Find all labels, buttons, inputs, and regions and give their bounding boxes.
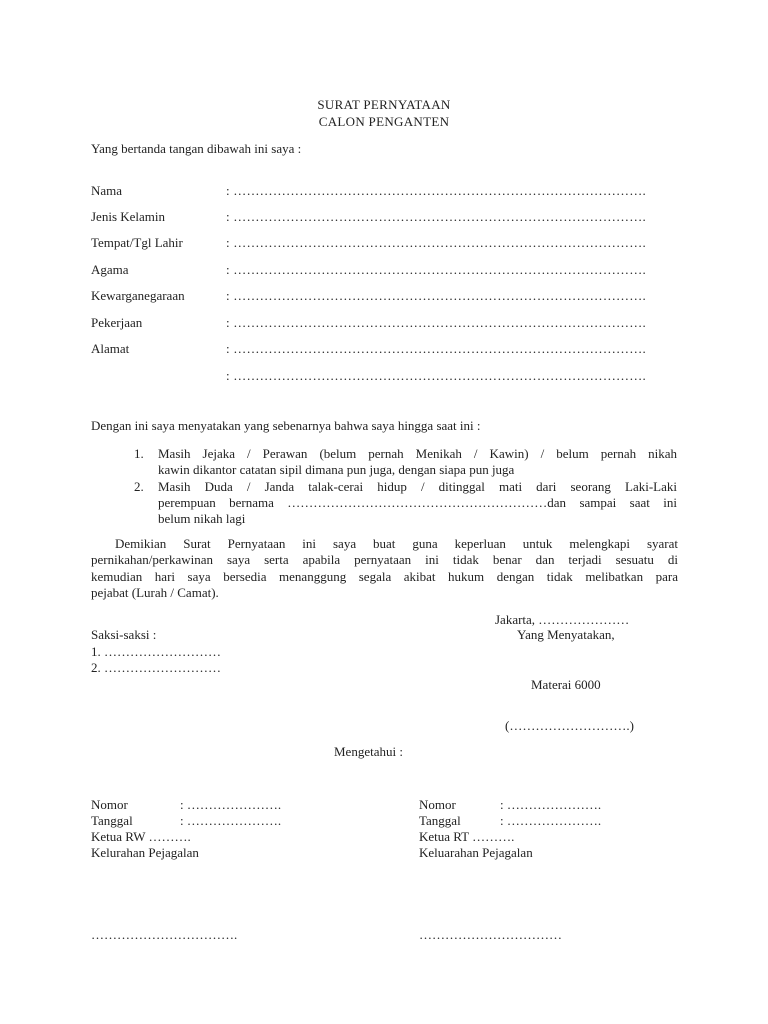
witness-line: 1. ……………………… [91,644,221,659]
witness-line: 2. ……………………… [91,660,221,675]
field-label-pekerjaan: Pekerjaan [91,315,143,330]
document-title: SURAT PERNYATAAN [317,97,451,112]
list-item-text: Masih Duda / Janda talak-cerai hidup / ditinggal mati dari seorang Laki-Laki [158,479,677,494]
rw-kelurahan: Kelurahan Pejagalan [91,845,199,860]
acknowledged-label: Mengetahui : [334,744,403,759]
list-item-text: perempuan bernama ……………………………………………………dan sampai saat ini [158,495,677,510]
witness-label: Saksi-saksi : [91,627,157,642]
stamp-label: Materai 6000 [531,677,601,692]
field-value-nama: : …………………………………………………………………………………. [226,183,646,198]
field-value-kewarganegaraan: : …………………………………………………………………………………. [226,288,646,303]
rt-nomor-label: Nomor [419,797,456,812]
field-label-agama: Agama [91,262,129,277]
field-label-tempat-tgl-lahir: Tempat/Tgl Lahir [91,235,183,250]
list-item-text: belum nikah lagi [158,511,246,526]
document-subtitle: CALON PENGANTEN [318,114,450,129]
field-label-kewarganegaraan: Kewarganegaraan [91,288,185,303]
rw-ketua: Ketua RW ………. [91,829,191,844]
field-value-alamat-2: : …………………………………………………………………………………. [226,368,646,383]
rw-nomor-label: Nomor [91,797,128,812]
field-value-pekerjaan: : …………………………………………………………………………………. [226,315,646,330]
rw-signature-line: ……………………………. [91,927,238,942]
intro-text: Yang bertanda tangan dibawah ini saya : [91,141,302,156]
field-label-alamat: Alamat [91,341,130,356]
rw-tanggal-value: : …………………. [180,813,282,828]
statement-text: Dengan ini saya menyatakan yang sebenarnya bahwa saya hingga saat ini : [91,418,481,433]
field-value-jenis-kelamin: : …………………………………………………………………………………. [226,209,646,224]
rt-nomor-value: : …………………. [500,797,602,812]
rt-ketua: Ketua RT ………. [419,829,515,844]
rt-kelurahan: Keluarahan Pejagalan [419,845,533,860]
declarant-label: Yang Menyatakan, [517,627,615,642]
field-value-agama: : …………………………………………………………………………………. [226,262,646,277]
declarant-signature: (……………………….) [505,718,634,733]
closing-paragraph-line: Demikian Surat Pernyataan ini saya buat guna keperluan untuk melengkapi syarat [115,536,678,551]
closing-paragraph-line: pernikahan/perkawinan saya serta apabila pernyataan ini tidak benar dan terjadi sesuatu di [91,552,678,567]
rw-nomor-value: : …………………. [180,797,282,812]
list-item-number: 1. [134,446,144,461]
list-item-text: Masih Jejaka / Perawan (belum pernah Menikah / Kawin) / belum pernah nikah [158,446,677,461]
rt-tanggal-value: : …………………. [500,813,602,828]
rt-signature-line: …………………………… [419,927,562,942]
closing-paragraph-line: kemudian hari saya bersedia menanggung segala akibat hukum dengan tidak melibatkan para [91,569,678,584]
field-label-jenis-kelamin: Jenis Kelamin [91,209,166,224]
place-date: Jakarta, ………………… [495,612,630,627]
field-value-alamat: : …………………………………………………………………………………. [226,341,646,356]
list-item-number: 2. [134,479,144,494]
field-label-nama: Nama [91,183,123,198]
rt-tanggal-label: Tanggal [419,813,461,828]
field-value-tempat-tgl-lahir: : …………………………………………………………………………………. [226,235,646,250]
closing-paragraph-line: pejabat (Lurah / Camat). [91,585,219,600]
list-item-text: kawin dikantor catatan sipil dimana pun juga, dengan siapa pun juga [158,462,515,477]
rw-tanggal-label: Tanggal [91,813,133,828]
